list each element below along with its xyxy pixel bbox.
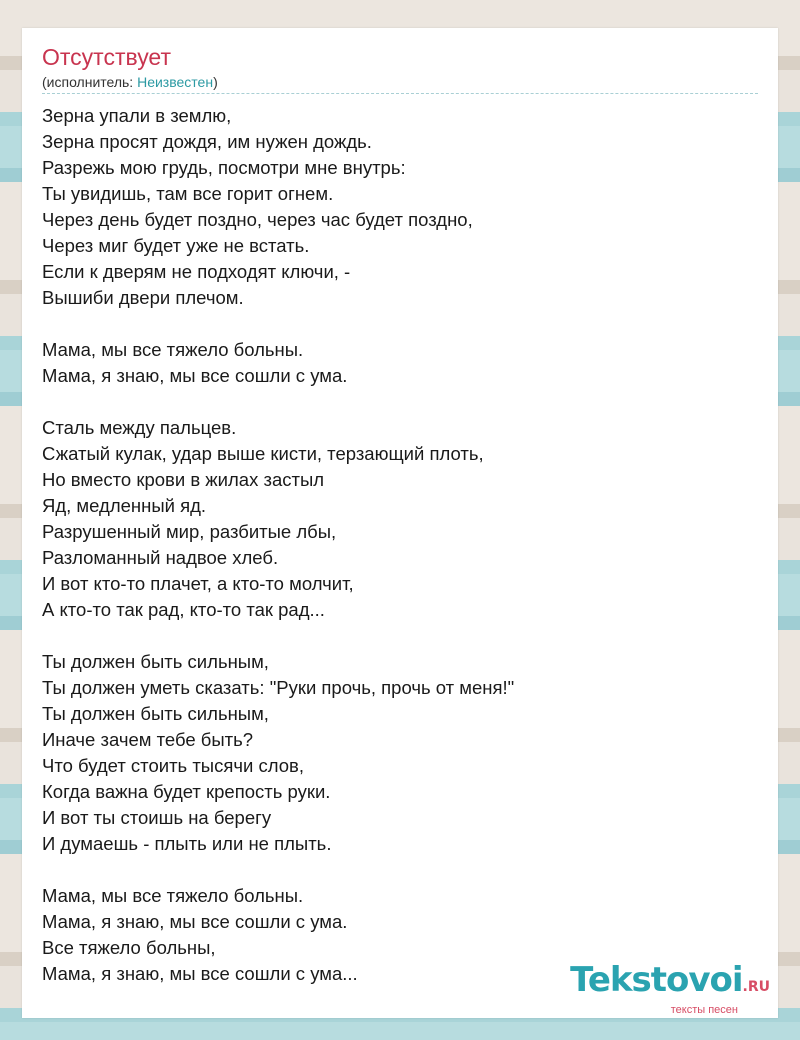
stanza-gap [42, 311, 758, 337]
stanza-gap [42, 389, 758, 415]
lyric-line: Зерна просят дождя, им нужен дождь. [42, 131, 372, 152]
lyric-line: И вот кто-то плачет, а кто-то молчит, [42, 573, 354, 594]
artist-suffix: ) [213, 74, 218, 90]
lyric-line: Мама, я знаю, мы все сошли с ума. [42, 911, 348, 932]
lyric-line: Разломанный надвое хлеб. [42, 547, 279, 568]
logo-tagline: тексты песен [670, 1004, 738, 1016]
lyric-line: Ты должен уметь сказать: "Руки прочь, прочь от меня!" [42, 677, 515, 698]
lyric-line: Мама, мы все тяжело больны. [42, 339, 304, 360]
lyric-line: Но вместо крови в жилах застыл [42, 469, 325, 490]
lyric-line: Вышиби двери плечом. [42, 287, 244, 308]
lyric-line: Разрежь мою грудь, посмотри мне внутрь: [42, 157, 406, 178]
song-title: Отсутствует [42, 44, 171, 70]
logo-tld: .RU [742, 979, 770, 995]
lyric-line: Ты должен быть сильным, [42, 703, 269, 724]
lyric-line: Сталь между пальцев. [42, 417, 237, 438]
stanza-gap [42, 623, 758, 649]
artist-prefix: (исполнитель: [42, 74, 138, 90]
lyric-line: Сжатый кулак, удар выше кисти, терзающий плоть, [42, 443, 484, 464]
artist-line [42, 73, 218, 91]
lyric-line: Иначе зачем тебе быть? [42, 729, 254, 750]
lyric-line: И вот ты стоишь на берегу [42, 807, 272, 828]
lyric-line: Через день будет поздно, через час будет поздно, [42, 209, 473, 230]
site-logo[interactable] [570, 960, 770, 1016]
lyrics-body [42, 103, 758, 987]
stanza-gap [42, 857, 758, 883]
lyric-line: Мама, мы все тяжело больны. [42, 885, 304, 906]
lyric-line: Яд, медленный яд. [42, 495, 207, 516]
lyric-line: Зерна упали в землю, [42, 105, 232, 126]
lyrics-card [22, 28, 778, 1018]
artist-link[interactable]: Неизвестен [137, 74, 214, 90]
lyric-line: А кто-то так рад, кто-то так рад... [42, 599, 325, 620]
lyric-line: Если к дверям не подходят ключи, - [42, 261, 351, 282]
lyric-line: Ты должен быть сильным, [42, 651, 269, 672]
lyric-line: И думаешь - плыть или не плыть. [42, 833, 332, 854]
lyric-line: Через миг будет уже не встать. [42, 235, 310, 256]
lyric-line: Разрушенный мир, разбитые лбы, [42, 521, 337, 542]
title-divider [42, 93, 758, 94]
logo-main-text: Tekstovoi [570, 960, 743, 1000]
lyric-line: Мама, я знаю, мы все сошли с ума. [42, 365, 348, 386]
lyric-line: Ты увидишь, там все горит огнем. [42, 183, 334, 204]
lyric-line: Все тяжело больны, [42, 937, 216, 958]
lyric-line: Мама, я знаю, мы все сошли с ума... [42, 963, 358, 984]
lyric-line: Что будет стоить тысячи слов, [42, 755, 304, 776]
logo-wordmark [570, 960, 770, 1004]
lyric-line: Когда важна будет крепость руки. [42, 781, 331, 802]
